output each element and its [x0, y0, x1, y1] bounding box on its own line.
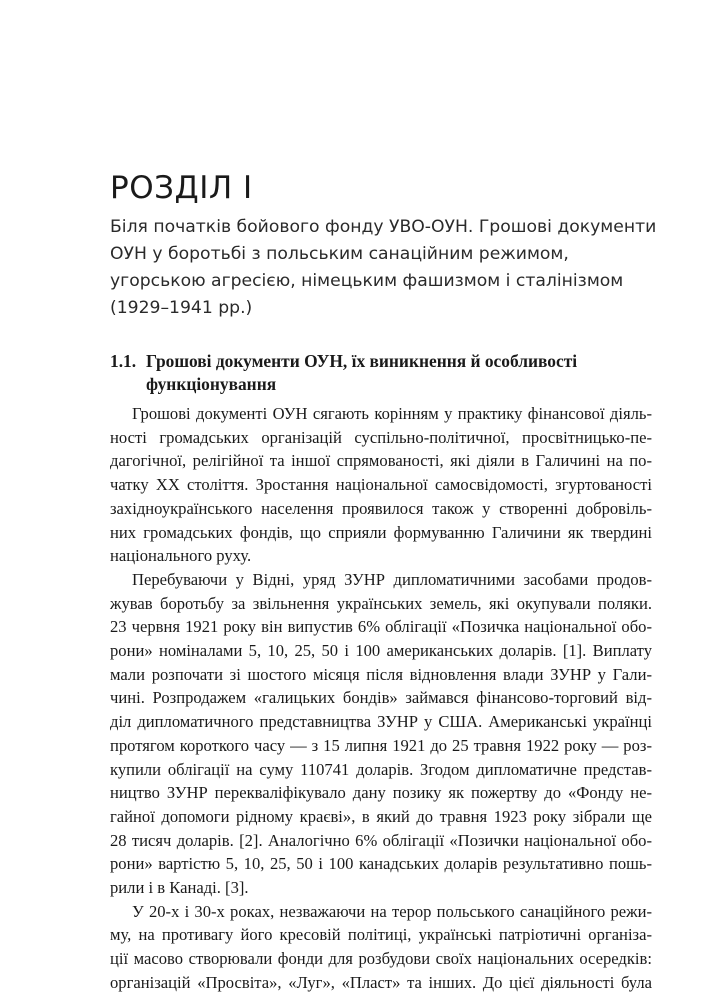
text-line: 23 червня 1921 року він випустив 6% облігації «Позичка національної обо- — [110, 617, 652, 637]
text-line: Перебуваючи у Відні, уряд ЗУНР дипломатичними засобами продов- — [132, 569, 652, 589]
text-line: ництво ЗУНР перекваліфікувало дану позику як пожертву до «Фонду не- — [110, 783, 652, 803]
text-line: діл дипломатичного представництва ЗУНР у США. Американські українці — [110, 712, 652, 732]
text-line: західноукраїнського населення проявилося також у створенні добровіль- — [110, 498, 652, 518]
chapter-subtitle-line: ОУН у боротьбі з польським санаційним режимом, — [110, 244, 569, 264]
text-line: жував боротьбу за звільнення українських земель, які окупували поляки. — [110, 593, 652, 613]
text-line: рони» вартістю 5, 10, 25, 50 і 100 канадських доларів результативно пошь- — [110, 854, 652, 874]
chapter-subtitle-line: (1929–1941 рр.) — [110, 298, 253, 318]
text-line: ності громадських організацій суспільно-політичної, просвітницько-пе- — [110, 427, 652, 447]
text-line: рони» номіналами 5, 10, 25, 50 і 100 американських доларів. [1]. Виплату — [110, 641, 652, 661]
text-line: гайної допомоги рідному краєві», в який до травня 1923 року зібрали ще — [110, 806, 652, 826]
text-line: дагогічної, релігійної та іншої спрямованості, які діяли в Галичині на по- — [110, 451, 652, 471]
text-line: У 20-х і 30-х роках, незважаючи на терор польського санаційного режи- — [132, 901, 652, 921]
text-line: ції масово створювали фонди для розбудови своїх національних осередків: — [110, 949, 652, 969]
section-title-line: Грошові документи ОУН, їх виникнення й особливості — [146, 351, 578, 371]
text-line: рили і в Канаді. [3]. — [110, 878, 249, 898]
section-heading — [110, 350, 670, 396]
text-line: протягом короткого часу — з 15 липня 1921 до 25 травня 1922 року — роз- — [110, 735, 652, 755]
text-line: чатку ХХ століття. Зростання національної самосвідомості, згуртованості — [110, 475, 652, 495]
text-line: му, на противагу його кресовій політиці, українські патріотичні організа- — [110, 925, 652, 945]
section-title-line: функціонування — [146, 374, 277, 394]
chapter-subtitle-line: угорською агресією, німецьким фашизмом і сталінізмом — [110, 271, 624, 291]
text-line: Грошові документі ОУН сягають корінням у практику фінансової діяль- — [132, 404, 652, 423]
text-line: 28 тисяч доларів. [2]. Аналогічно 6% облігації «Позички національної обо- — [110, 830, 652, 850]
body-text — [110, 402, 652, 995]
chapter-title: РОЗДІЛ І — [110, 170, 253, 206]
section-number: 1.1. — [110, 351, 137, 371]
text-line: чині. Розпродажем «галицьких бондів» займався фінансово-торговий від- — [110, 688, 652, 708]
chapter-subtitle-line: Біля початків бойового фонду УВО-ОУН. Грошові документи — [110, 217, 657, 237]
text-line: них громадських фондів, що сприяли формуванню Галичини як твердині — [110, 522, 652, 542]
chapter-subtitle — [110, 214, 670, 322]
text-line: мали розпочати зі шостого місяця після відновлення влади ЗУНР у Гали- — [110, 664, 652, 684]
text-line: організацій «Просвіта», «Луг», «Пласт» та інших. До цієї діяльності була — [110, 972, 652, 992]
text-line: національного руху. — [110, 546, 252, 566]
text-line: купили облігації на суму 110741 доларів. Згодом дипломатичне представ- — [110, 759, 652, 779]
